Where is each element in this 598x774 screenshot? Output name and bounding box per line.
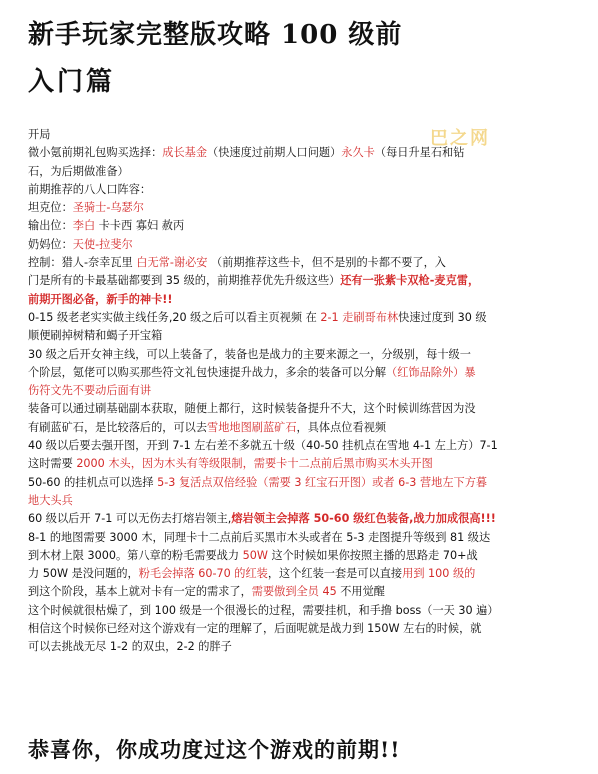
page-subtitle: 入门篇 [28, 67, 116, 97]
text-segment: 60 级以后开 7-1 可以无伤去打熔岩领主, [28, 512, 232, 526]
highlight-text: 熔岩领主会掉落 50-60 级红色装备,战力加成很高!!! [231, 512, 496, 526]
text-segment: （每日升星石和钻 [374, 146, 465, 160]
text-line [28, 236, 566, 254]
text-segment: 0-15 级老老实实做主线任务,20 级之后可以看主页视频 在 [28, 310, 321, 324]
text-line [28, 638, 566, 656]
text-segment: 这时需要 [28, 457, 77, 471]
highlight-text: 雪地地图刷蓝矿石 [207, 420, 297, 434]
highlight-text: 圣骑士-乌瑟尔 [72, 201, 144, 215]
text-segment: 奶妈位： [28, 237, 73, 251]
text-segment: 这个时候如果你按照主播的思路走 70+战 [267, 548, 478, 562]
text-segment: ，具体点位看视频 [296, 420, 387, 434]
text-line [28, 547, 566, 565]
text-line [28, 163, 566, 181]
text-line [28, 455, 566, 473]
highlight-text: 白无常-谢必安 [136, 256, 208, 270]
text-line [28, 309, 566, 327]
highlight-text: 粉毛会掉落 60-70 的红装 [138, 567, 268, 581]
text-segment: 个阶层，氪佬可以购买那些符文礼包快速提升战力，多余的装备可以分解 [28, 365, 387, 379]
highlight-text: 50W [242, 548, 268, 562]
watermark-logo: 巴之网 [430, 128, 490, 149]
text-line [28, 602, 566, 620]
text-segment: 不用觉醒 [336, 585, 385, 599]
text-segment: 输出位： [28, 219, 73, 233]
text-line [28, 437, 566, 455]
footer-congrats: 恭喜你，你成功度过这个游戏的前期!! [28, 737, 401, 762]
highlight-text: 伤符文先不要动后面有讲 [28, 384, 152, 398]
text-line [28, 144, 566, 162]
text-segment: 可以去挑战无尽 1-2 的双虫，2-2 的胖子 [28, 640, 232, 654]
text-segment: 微小氪前期礼包购买选择： [28, 146, 163, 160]
text-line [28, 565, 566, 583]
text-line [28, 327, 566, 345]
text-segment: 石，为后期做准备） [28, 164, 129, 178]
text-segment: （前期推荐这些卡，但不是别的卡都不要了，入 [207, 256, 446, 270]
text-line [28, 419, 566, 437]
text-line [28, 199, 566, 217]
text-line [28, 346, 566, 364]
page-title: 新手玩家完整版攻略 100 级前 [28, 20, 403, 50]
text-segment: 40 级以后要去强开图，开到 7-1 左右差不多就五十级（40-50 挂机点在雪地 4-1 左上方）7-1 [28, 439, 498, 453]
highlight-text: 还有一张紫卡双枪-麦克雷， [340, 274, 480, 288]
text-segment: 到这个阶段，基本上就对卡有一定的需求了， [28, 585, 252, 599]
text-segment: 顺便刷掉树精和蝎子开宝箱 [28, 329, 163, 343]
text-segment: 力 50W 是没问题的， [28, 567, 139, 581]
text-segment: 装备可以通过刷基础副本获取，随便上都行，这时候装备提升不大，这个时候训练营因为没 [28, 402, 476, 416]
highlight-text: 2000 木头，因为木头有等级限制，需要卡十二点前后黑市购买木头开图 [76, 457, 433, 471]
text-segment: 控制：猎人-奈幸瓦里 [28, 256, 137, 270]
highlight-text: 成长基金 [162, 146, 208, 160]
text-line [28, 126, 566, 144]
highlight-text: 2-1 走刷哥布林 [320, 310, 399, 324]
text-segment: 30 级之后开女神主线，可以上装备了，装备也是战力的主要来源之一，分级别，每十级一 [28, 347, 471, 361]
highlight-text: 用到 100 级的 [402, 567, 476, 581]
highlight-text: 李白 [72, 219, 96, 233]
text-line [28, 510, 566, 528]
text-segment: （快速度过前期人口问题） [207, 146, 342, 160]
highlight-text: （红饰品除外）暴 [386, 365, 476, 379]
text-line [28, 272, 566, 290]
text-segment: 坦克位： [28, 201, 73, 215]
text-segment: 门是所有的卡最基础都要到 35 级的，前期推荐优先升级这些） [28, 274, 341, 288]
text-segment: 8-1 的地图需要 3000 木，同理卡十二点前后买黑市木头或者在 5-3 走图提升等级到 81 级达 [28, 530, 491, 544]
text-segment: ，这个红装一套是可以直接 [267, 567, 403, 581]
text-segment: 有刷蓝矿石，是比较落后的，可以去 [28, 420, 208, 434]
text-line [28, 400, 566, 418]
text-line [28, 583, 566, 601]
highlight-text: 需要傲到全员 45 [251, 585, 337, 599]
highlight-text: 前期开图必备，新手的神卡!! [28, 292, 173, 306]
text-line [28, 254, 566, 272]
highlight-text: 永久卡 [341, 146, 375, 160]
text-segment: 卡卡西 寡妇 赦丙 [95, 219, 185, 233]
text-segment: 这个时候就很枯燥了，到 100 级是一个很漫长的过程，需要挂机，和手撸 boss（一天 30 遍） [28, 603, 499, 617]
text-segment: 前期推荐的八人口阵容： [28, 182, 152, 196]
text-line [28, 474, 566, 492]
text-segment: 相信这个时候你已经对这个游戏有一定的理解了，后面呢就是战力到 150W 左右的时候，就 [28, 622, 482, 636]
text-segment: 快速过度到 30 级 [398, 310, 487, 324]
text-line [28, 364, 566, 382]
text-line [28, 291, 566, 309]
text-segment: 到木材上限 3000。第八章的粉毛需要战力 [28, 548, 243, 562]
text-segment: 50-60 的挂机点可以选择 [28, 475, 158, 489]
highlight-text: 地大头兵 [28, 493, 73, 507]
text-line [28, 492, 566, 510]
text-segment: 开局 [28, 128, 51, 141]
guide-body [28, 126, 566, 657]
text-line [28, 181, 566, 199]
text-line [28, 217, 566, 235]
highlight-text: 5-3 复活点双倍经验（需要 3 红宝石开图）或者 6-3 营地左下方暮 [157, 475, 488, 489]
text-line [28, 382, 566, 400]
highlight-text: 天使-拉斐尔 [72, 237, 133, 251]
text-line [28, 529, 566, 547]
text-line [28, 620, 566, 638]
